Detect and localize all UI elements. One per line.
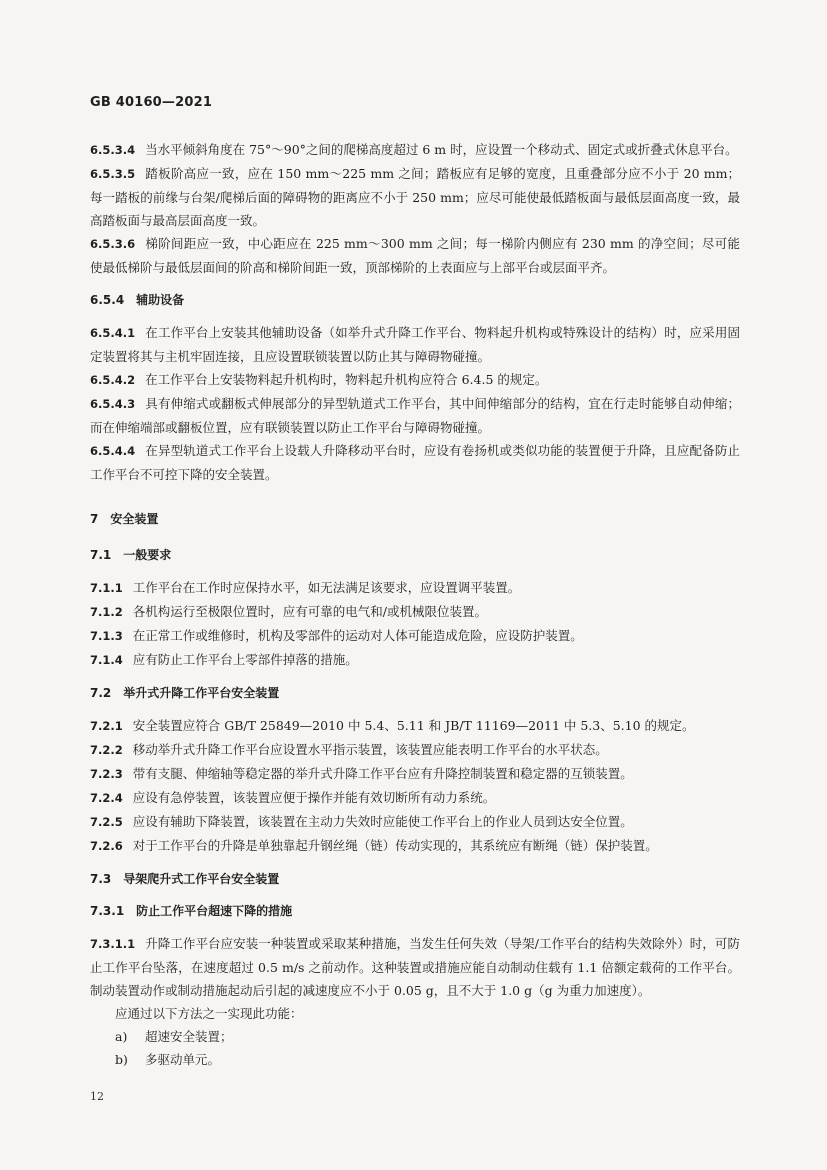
clause-number: 6.5.4.3 [90,397,136,411]
clause-number: 7.1.2 [90,605,123,619]
heading-title: 导架爬升式工作平台安全装置 [123,872,280,886]
clause-text: 在异型轨道式工作平台上设载人升降移动平台时，应设有卷扬机或类似功能的装置便于升降，且应配备防止工作平台不可控下降的安全装置。 [90,443,740,482]
list-text: 超速安全装置； [145,1029,233,1044]
clause-number: 6.5.3.5 [90,167,136,181]
clause-text: 踏板阶高应一致，应在 150 mm～225 mm 之间；踏板应有足够的宽度，且重叠部分应不小于 20 mm；每一踏板的前缘与台架/爬梯后面的障碍物的距离应不小于 250 mm；应尽可能使最低踏板面与最低层面高度一致，最高踏板面与最高层面高度一致。 [90,166,740,228]
heading-title: 辅助设备 [136,293,185,307]
clause-number: 6.5.3.4 [90,143,136,157]
list-label: b) [115,1052,128,1067]
heading-6-5-4 [90,289,740,311]
heading-number: 7.3 [90,872,112,886]
clause-number: 7.1.3 [90,629,123,643]
page-content [90,138,740,1071]
clause-text: 在正常工作或维修时，机构及零部件的运动对人体可能造成危险，应设防护装置。 [132,628,583,643]
heading-7-2 [90,682,740,704]
clause-6-5-4-3 [90,392,740,439]
clause-number: 6.5.4.4 [90,444,136,458]
clause-7-2-4 [90,786,740,810]
clause-7-1-3 [90,624,740,648]
clause-text: 应有防止工作平台上零部件掉落的措施。 [132,652,358,667]
clause-number: 6.5.3.6 [90,237,136,251]
clause-number: 7.2.5 [90,815,123,829]
heading-number: 7.1 [90,548,112,562]
clause-text: 在工作平台上安装其他辅助设备（如举升式升降工作平台、物料起升机构或特殊设计的结构）时，应采用固定装置将其与主机牢固连接，且应设置联锁装置以防止其与障碍物碰撞。 [90,325,740,364]
clause-6-5-4-4 [90,439,740,486]
clause-text: 应设有急停装置，该装置应便于操作并能有效切断所有动力系统。 [132,790,496,805]
clause-text: 梯阶间距应一致，中心距应在 225 mm～300 mm 之间；每一梯阶内侧应有 230 mm 的净空间；尽可能使最低梯阶与最低层面间的阶高和梯阶间距一致，顶部梯阶的上表面应与上部平台或层面平齐。 [90,236,740,275]
clause-text: 在工作平台上安装物料起升机构时，物料起升机构应符合 6.4.5 的规定。 [145,372,548,387]
clause-number: 6.5.4.1 [90,326,136,340]
heading-number: 7.3.1 [90,904,125,918]
clause-number: 7.2.1 [90,719,123,733]
clause-7-1-1 [90,576,740,600]
clause-7-2-2 [90,738,740,762]
heading-title: 一般要求 [123,548,172,562]
list-item [90,1048,740,1071]
clause-7-2-5 [90,810,740,834]
clause-text: 各机构运行至极限位置时，应有可靠的电气和/或机械限位装置。 [132,604,487,619]
list-item [90,1025,740,1048]
clause-number: 7.2.4 [90,791,123,805]
clause-7-2-1 [90,714,740,738]
heading-number: 6.5.4 [90,293,125,307]
clause-6-5-3-4 [90,138,740,162]
heading-title: 举升式升降工作平台安全装置 [123,686,280,700]
standard-header: GB 40160—2021 [90,95,213,110]
clause-7-1-4 [90,648,740,672]
clause-text: 安全装置应符合 GB/T 25849—2010 中 5.4、5.11 和 JB/T 11169—2011 中 5.3、5.10 的规定。 [132,718,695,733]
clause-number: 7.1.4 [90,653,123,667]
clause-6-5-4-1 [90,321,740,368]
heading-title: 防止工作平台超速下降的措施 [136,904,293,918]
clause-number: 7.2.2 [90,743,123,757]
clause-text: 工作平台在工作时应保持水平，如无法满足该要求，应设置调平装置。 [132,580,521,595]
clause-number: 7.1.1 [90,581,123,595]
heading-7-3 [90,868,740,890]
heading-number: 7 [90,512,99,526]
clause-number: 7.3.1.1 [90,937,136,951]
list-label: a) [115,1029,128,1044]
clause-number: 7.2.3 [90,767,123,781]
heading-title: 安全装置 [110,512,159,526]
clause-text: 具有伸缩式或翻板式伸展部分的异型轨道式工作平台，其中间伸缩部分的结构，宜在行走时能够自动伸缩；而在伸缩端部或翻板位置，应有联锁装置以防止工作平台与障碍物碰撞。 [90,396,740,435]
clause-text: 带有支腿、伸缩轴等稳定器的举升式升降工作平台应有升降控制装置和稳定器的互锁装置。 [132,766,633,781]
clause-text: 升降工作平台应安装一种装置或采取某种措施，当发生任何失效（导架/工作平台的结构失效除外）时，可防止工作平台坠落，在速度超过 0.5 m/s 之前动作。这种装置或措施应能自动制动住载有 1.1 倍额定载荷的工作平台。制动装置动作或制动措施起动后引起的减速度应不小于 0.05 g，且不大于 1.0 g（g 为重力加速度）。 [90,936,740,998]
clause-text: 对于工作平台的升降是单独靠起升钢丝绳（链）传动实现的，其系统应有断绳（链）保护装置。 [132,838,658,853]
clause-7-3-1-1 [90,932,740,1002]
heading-7 [90,508,740,530]
clause-number: 7.2.6 [90,839,123,853]
list-text: 多驱动单元。 [145,1052,221,1067]
clause-7-2-6 [90,834,740,858]
clause-text: 应设有辅助下降装置，该装置在主动力失效时应能使工作平台上的作业人员到达安全位置。 [132,814,633,829]
clause-6-5-3-5 [90,162,740,232]
heading-7-1 [90,544,740,566]
method-intro: 应通过以下方法之一实现此功能： [115,1006,303,1021]
heading-7-3-1 [90,900,740,922]
page-number: 12 [90,1090,104,1103]
clause-7-2-3 [90,762,740,786]
clause-number: 6.5.4.2 [90,373,136,387]
heading-number: 7.2 [90,686,112,700]
clause-text: 当水平倾斜角度在 75°～90°之间的爬梯高度超过 6 m 时，应设置一个移动式、固定式或折叠式休息平台。 [145,142,738,157]
clause-7-1-2 [90,600,740,624]
clause-text: 移动举升式升降工作平台应设置水平指示装置，该装置应能表明工作平台的水平状态。 [132,742,608,757]
clause-6-5-3-6 [90,232,740,279]
clause-6-5-4-2 [90,368,740,392]
